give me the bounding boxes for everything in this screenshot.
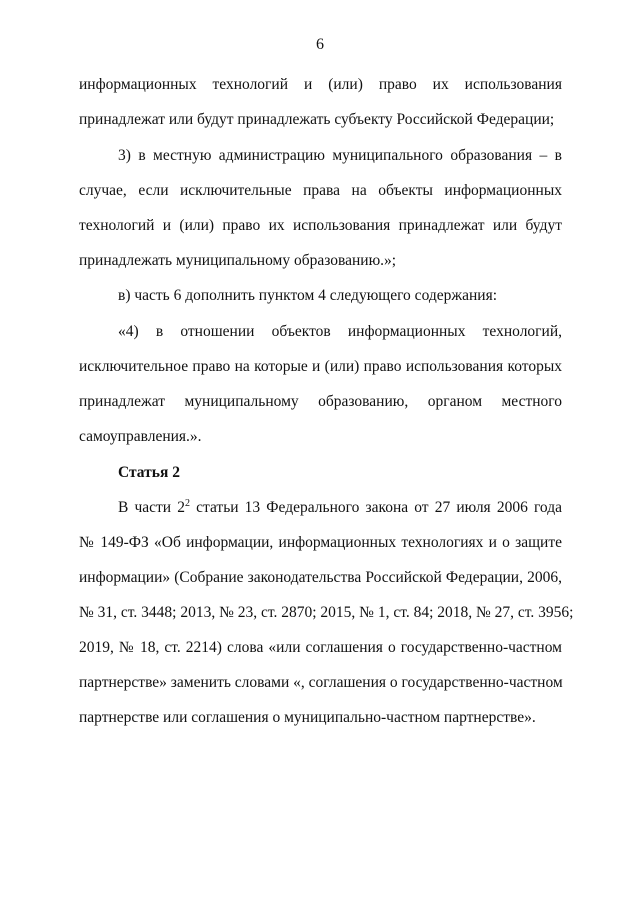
text-line: партнерстве» заменить словами «, соглашения о государственно-частном	[79, 674, 563, 691]
text-line: информации» (Собрание законодательства Российской Федерации, 2006,	[79, 569, 562, 586]
list-item-3: 3) в местную администрацию муниципального образования – в	[118, 147, 562, 164]
text-line: № 31, ст. 3448; 2013, № 23, ст. 2870; 2015, № 1, ст. 84; 2018, № 27, ст. 3956;	[79, 604, 574, 621]
superscript: 2	[184, 497, 190, 509]
text-line: принадлежать муниципальному образованию.»;	[79, 252, 397, 269]
text-line: принадлежат муниципальному образованию, органом местного	[79, 393, 562, 410]
quoted-item-4: «4) в отношении объектов информационных технологий,	[118, 323, 562, 340]
article-2-paragraph-start	[118, 498, 562, 518]
text-line: № 149-ФЗ «Об информации, информационных технологиях и о защите	[79, 534, 562, 551]
article-heading: Статья 2	[118, 464, 180, 481]
text-line: 2019, № 18, ст. 2214) слова «или соглашения о государственно-частном	[79, 639, 562, 656]
text-line: исключительное право на которые и (или) право использования которых	[79, 358, 562, 375]
amendment-item-v: в) часть 6 дополнить пунктом 4 следующего содержания:	[118, 287, 498, 304]
text-line: информационных технологий и (или) право их использования	[79, 76, 562, 93]
text-line: партнерстве или соглашения о муниципально-частном партнерстве».	[79, 709, 536, 726]
text-line: технологий и (или) право их использования принадлежат или будут	[79, 217, 562, 234]
text-segment: статьи 13 Федерального закона от 27 июля 2006 года	[189, 499, 562, 516]
text-line: случае, если исключительные права на объекты информационных	[79, 182, 562, 199]
text-segment: В части 2	[118, 499, 185, 516]
page-number: 6	[316, 36, 324, 53]
text-line: самоуправления.».	[79, 428, 202, 445]
text-line: принадлежат или будут принадлежать субъекту Российской Федерации;	[79, 111, 555, 128]
